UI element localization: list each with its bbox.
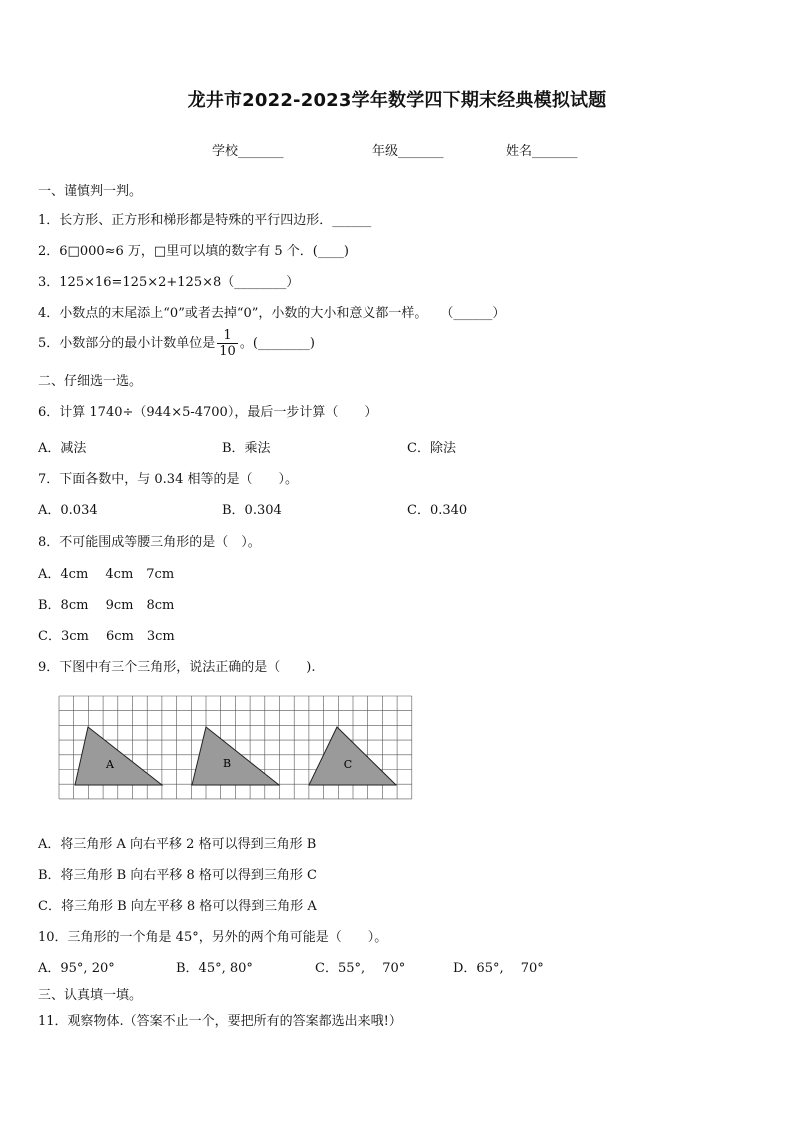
question-10-option-a: A．95°, 20° [38,961,115,976]
name-field: 姓名_______ [506,144,578,159]
question-7-option-b: B．0.304 [222,503,282,518]
question-8-option-b: B．8cm 9cm 8cm [38,598,175,613]
question-10-option-b: B．45°, 80° [176,961,253,976]
question-9-option-b: B．将三角形 B 向右平移 8 格可以得到三角形 C [38,868,317,883]
section-2-heading: 二、仔细选一选。 [38,374,143,389]
triangle-c [309,727,396,785]
question-7-option-c: C．0.340 [407,503,468,518]
question-6-option-b: B．乘法 [222,441,271,456]
fraction [217,328,238,359]
school-field: 学校_______ [212,144,284,159]
question-9: 9．下图中有三个三角形，说法正确的是（ ). [38,660,316,675]
question-5 [38,328,315,359]
question-7: 7．下面各数中，与 0.34 相等的是（ ）。 [38,472,298,487]
triangle-a-label: A [106,758,114,771]
section-1-heading: 一、谨慎判一判。 [38,184,143,199]
question-1: 1．长方形、正方形和梯形都是特殊的平行四边形．______ [38,213,372,228]
question-10-option-c: C．55°, 70° [315,961,406,976]
question-2: 2．6□000≈6 万，□里可以填的数字有 5 个．(____) [38,244,349,259]
question-9-option-a: A．将三角形 A 向右平移 2 格可以得到三角形 B [38,837,317,852]
question-10: 10．三角形的一个角是 45°，另外的两个角可能是（ ）。 [38,930,388,945]
question-6: 6．计算 1740÷（944×5-4700），最后一步计算（ ） [38,405,378,420]
triangle-a [75,727,162,785]
question-8-option-a: A．4cm 4cm 7cm [38,567,175,582]
question-7-option-a: A．0.034 [38,503,98,518]
grade-field: 年级_______ [372,144,444,159]
page-title: 龙井市2022-2023学年数学四下期末经典模拟试题 [187,90,607,111]
fraction-numerator: 1 [217,328,238,344]
question-9-option-c: C．将三角形 B 向左平移 8 格可以得到三角形 A [38,899,317,914]
question-5-prefix: 5．小数部分的最小计数单位是 [38,336,216,351]
section-3-heading: 三、认真填一填。 [38,988,143,1003]
question-6-option-c: C．除法 [407,441,456,456]
question-4: 4．小数点的末尾添上“0”或者去掉“0”，小数的大小和意义都一样。 （______） [38,306,506,321]
question-10-option-d: D．65°, 70° [453,961,544,976]
question-6-option-a: A．减法 [38,441,87,456]
triangle-grid-figure [58,695,414,801]
fraction-denominator: 10 [219,344,236,359]
question-8-option-c: C．3cm 6cm 3cm [38,629,175,644]
triangle-c-label: C [343,758,353,771]
question-3: 3．125×16=125×2+125×8（________） [38,275,300,290]
question-11: 11．观察物体.（答案不止一个，要把所有的答案都选出来哦!） [38,1014,402,1029]
question-8: 8．不可能围成等腰三角形的是（ ）。 [38,535,261,550]
question-5-suffix: 。(________) [239,336,315,351]
triangle-b-label: B [222,757,232,770]
